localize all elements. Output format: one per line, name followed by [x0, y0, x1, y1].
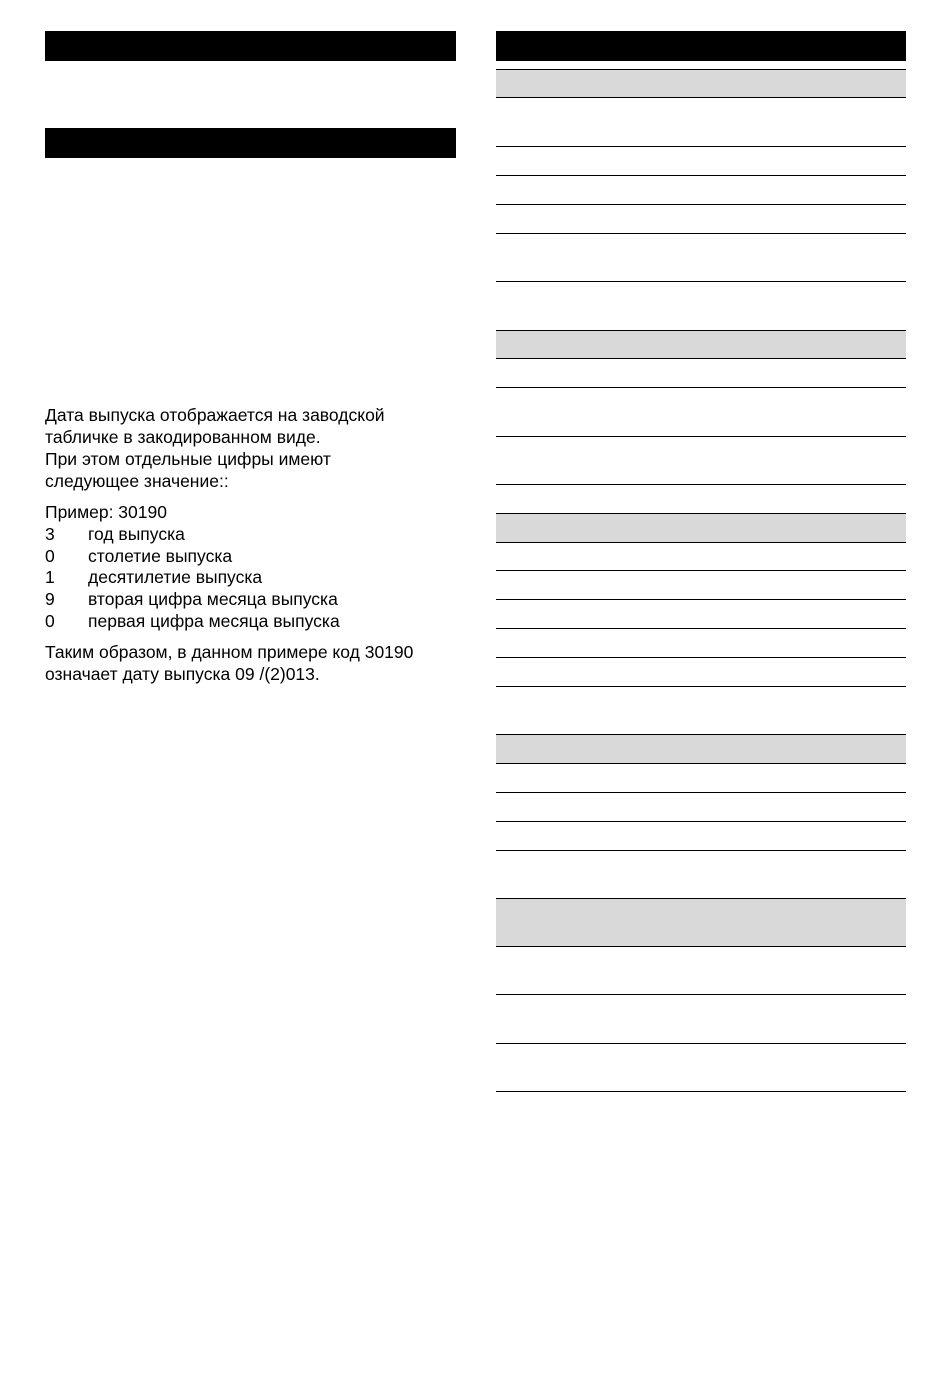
table-row — [496, 687, 906, 735]
section-header-bar — [45, 128, 456, 158]
paragraph-line: Дата выпуска отображается на заводской — [45, 405, 385, 425]
code-meaning: первая цифра месяца выпуска — [88, 610, 340, 631]
code-digit: 0 — [45, 610, 55, 631]
table-row — [496, 98, 906, 147]
code-item — [45, 611, 456, 633]
paragraph-line: следующее значение:: — [45, 471, 229, 491]
table-row — [496, 543, 906, 571]
table-row — [496, 851, 906, 899]
table-section-row — [496, 69, 906, 98]
table-row — [496, 995, 906, 1044]
table-row — [496, 437, 906, 485]
table-row — [496, 147, 906, 176]
table-row — [496, 600, 906, 629]
code-meaning: десятилетие выпуска — [88, 567, 263, 588]
table-row — [496, 485, 906, 514]
section-header-bar — [45, 31, 456, 61]
table-row — [496, 629, 906, 658]
table-row — [496, 176, 906, 205]
paragraph-line: означает дату выпуска 09 /(2)013. — [45, 664, 320, 684]
code-item — [45, 567, 456, 589]
table-row — [496, 1044, 906, 1092]
example-label: Пример: 30190 — [45, 502, 167, 522]
table-section-row — [496, 899, 906, 947]
table-row — [496, 793, 906, 822]
code-meaning: вторая цифра месяца выпуска — [88, 589, 338, 610]
table-section-row — [496, 331, 906, 359]
paragraph-line: табличке в закодированном виде. — [45, 427, 321, 447]
table-row — [496, 205, 906, 234]
table-row — [496, 947, 906, 995]
table-header-bar — [496, 31, 906, 61]
paragraph-line: Таким образом, в данном примере код 30190 — [45, 642, 414, 662]
code-item — [45, 524, 456, 546]
table-row — [496, 388, 906, 437]
table-row — [496, 359, 906, 388]
table-section-row — [496, 514, 906, 543]
code-digit: 1 — [45, 567, 55, 588]
table-row — [496, 234, 906, 282]
table-row — [496, 764, 906, 793]
code-meaning: столетие выпуска — [88, 545, 233, 566]
code-item — [45, 589, 456, 611]
table-row — [496, 822, 906, 851]
code-meaning: год выпуска — [88, 524, 185, 544]
table-row — [496, 658, 906, 687]
table-row — [496, 282, 906, 331]
paragraph-line: При этом отдельные цифры имеют — [45, 449, 331, 469]
table-row — [496, 571, 906, 600]
code-list — [45, 524, 456, 632]
code-digit: 3 — [45, 524, 55, 544]
code-digit: 9 — [45, 589, 55, 610]
code-digit: 0 — [45, 545, 55, 566]
table-section-row — [496, 735, 906, 764]
code-item — [45, 546, 456, 568]
